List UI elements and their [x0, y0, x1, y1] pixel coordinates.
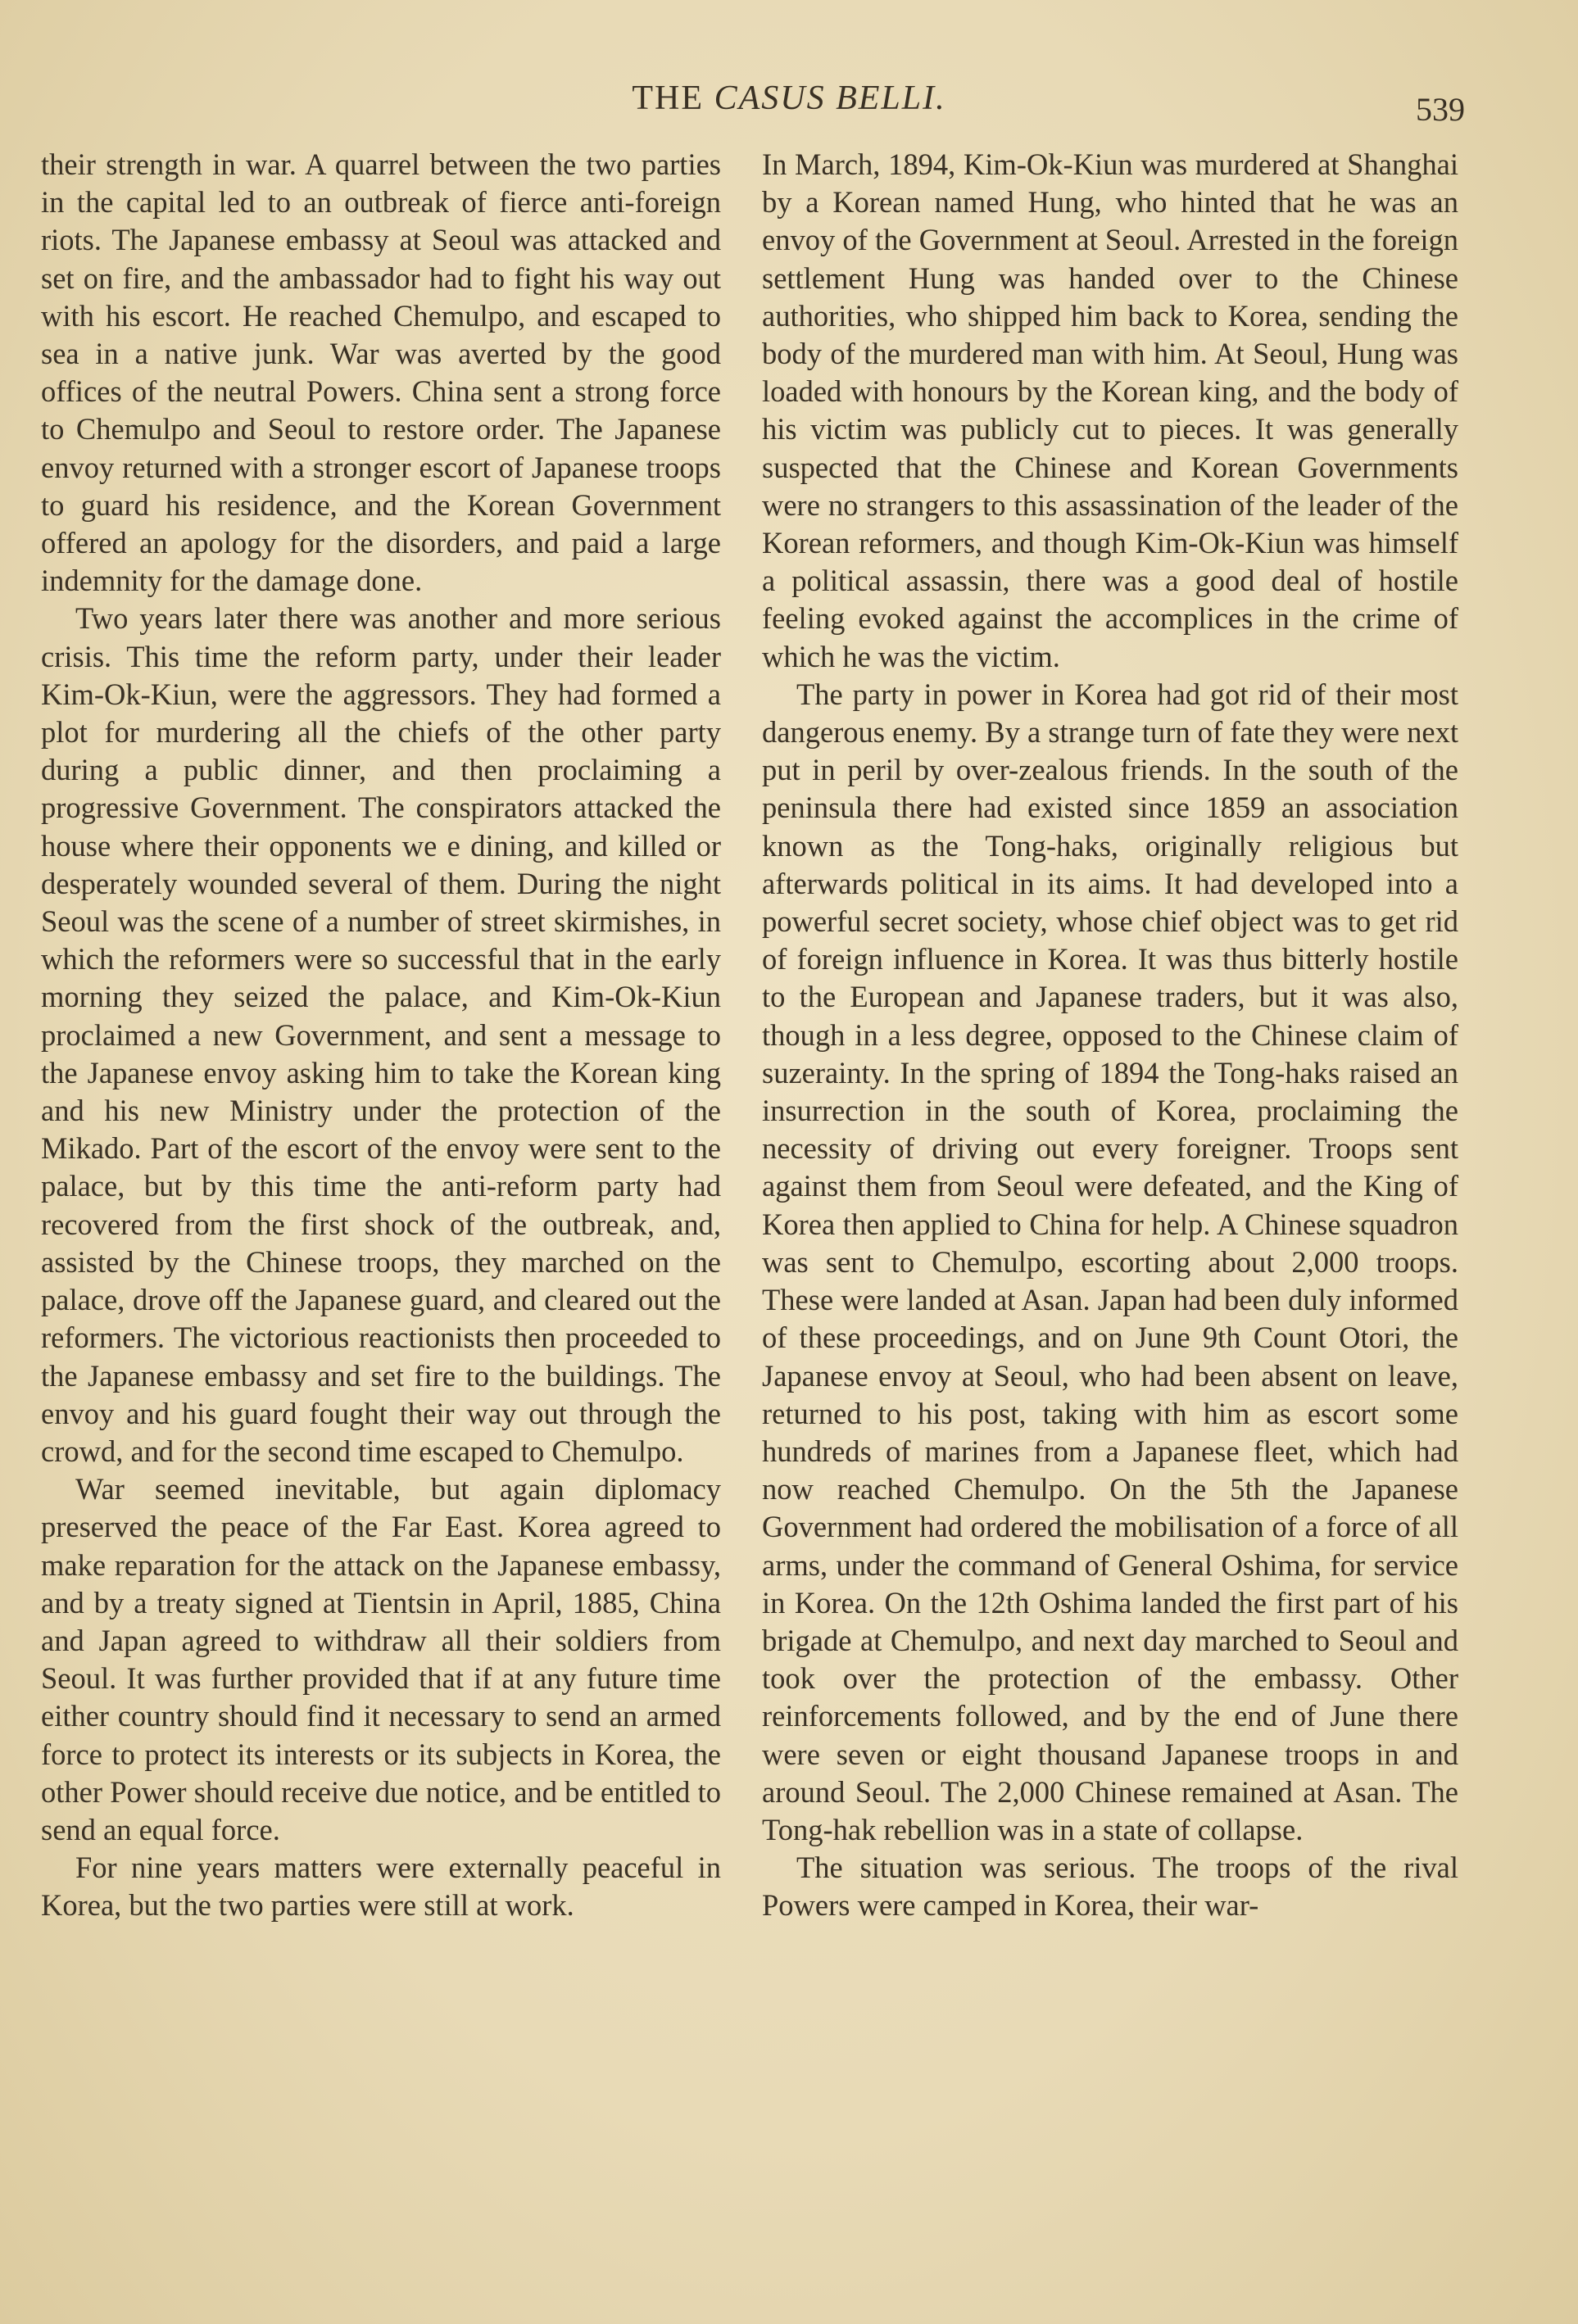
- paragraph: Two years later there was another and more serious crisis. This time the reform party, under their leader Kim-Ok-Kiun, were the aggressors. They had formed a plot for murdering all the chiefs of the other party during a public dinner, and then proclaiming a progressive Government. The conspirators attacked the house where their opponents we e dining, and killed or desperately wounded several of them. During the night Seoul was the scene of a number of street skirmishes, in which the reformers were so successful that in the early morning they seized the palace, and Kim-Ok-Kiun proclaimed a new Government, and sent a message to the Japanese envoy asking him to take the Korean king and his new Ministry under the protection of the Mikado. Part of the escort of the envoy were sent to the palace, but by this time the anti-reform party had recovered from the first shock of the outbreak, and, assisted by the Chinese troops, they marched on the palace, drove off the Japanese guard, and cleared out the reformers. The victorious reactionists then proceeded to the Japanese embassy and set fire to the buildings. The envoy and his guard fought their way out through the crowd, and for the second time escaped to Chemulpo.: [41, 601, 721, 1468]
- paragraph: War seemed inevitable, but again diplomacy preserved the peace of the Far East. Korea agreed to make reparation for the attack on the Japanese embassy, and by a treaty signed at Tientsin in April, 1885, China and Japan agreed to withdraw all their soldiers from Seoul. It was further provided that if at any future time either country should find it necessary to send an armed force to protect its interests or its subjects in Korea, the other Power should receive due notice, and be entitled to send an equal force.: [41, 1472, 721, 1846]
- page-number: 539: [1416, 91, 1465, 128]
- right-column: [762, 146, 1458, 1925]
- left-column: [41, 146, 721, 1925]
- paragraph: The situation was serious. The troops of the rival Powers were camped in Korea, their war-: [762, 1851, 1458, 1923]
- running-title: [0, 79, 1578, 118]
- running-head: [0, 79, 1578, 128]
- running-title-italic: CASUS BELLI.: [714, 79, 946, 117]
- paragraph: In March, 1894, Kim-Ok-Kiun was murdered at Shanghai by a Korean named Hung, who hinted that he was an envoy of the Government at Seoul. Arrested in the foreign settlement Hung was handed over to the Chinese authorities, who shipped him back to Korea, sending the body of the murdered man with him. At Seoul, Hung was loaded with honours by the Korean king, and the body of his victim was publicly cut to pieces. It was generally suspected that the Chinese and Korean Governments were no strangers to this assassination of the leader of the Korean reformers, and though Kim-Ok-Kiun was himself a political assassin, there was a good deal of hostile feeling evoked against the accomplices in the crime of which he was the victim.: [762, 147, 1458, 673]
- paragraph: The party in power in Korea had got rid of their most dangerous enemy. By a strange turn of fate they were next put in peril by over-zealous friends. In the south of the peninsula there had existed since 1859 an association known as the Tong-haks, originally religious but afterwards political in its aims. It had developed into a powerful secret society, whose chief object was to get rid of foreign influence in Korea. It was thus bitterly hostile to the European and Japanese traders, but it was also, though in a less degree, opposed to the Chinese claim of suzerainty. In the spring of 1894 the Tong-haks raised an insurrection in the south of Korea, proclaiming the necessity of driving out every foreigner. Troops sent against them from Seoul were defeated, and the King of Korea then applied to China for help. A Chinese squadron was sent to Chemulpo, escorting about 2,000 troops. These were landed at Asan. Japan had been duly informed of these proceedings, and on June 9th Count Otori, the Japanese envoy at Seoul, who had been absent on leave, returned to his post, taking with him as escort some hundreds of marines from a Japanese fleet, which had now reached Chemulpo. On the 5th the Japanese Government had ordered the mobilisation of a force of all arms, under the command of General Oshima, for service in Korea. On the 12th Oshima landed the first part of his brigade at Chemulpo, and next day marched to Seoul and took over the protection of the embassy. Other reinforcements followed, and by the end of June there were seven or eight thousand Japanese troops in and around Seoul. The 2,000 Chinese remained at Asan. The Tong-hak rebellion was in a state of collapse.: [762, 677, 1458, 1846]
- paragraph: For nine years matters were externally peaceful in Korea, but the two parties were still at work.: [41, 1851, 721, 1923]
- running-title-prefix: THE: [632, 79, 705, 117]
- paragraph: their strength in war. A quarrel between the two parties in the capital led to an outbreak of fierce anti-foreign riots. The Japanese embassy at Seoul was attacked and set on fire, and the ambassador had to fight his way out with his escort. He reached Chemulpo, and escaped to sea in a native junk. War was averted by the good offices of the neutral Powers. China sent a strong force to Chemulpo and Seoul to restore order. The Japanese envoy returned with a stronger escort of Japanese troops to guard his residence, and the Korean Government offered an apology for the disorders, and paid a large indemnity for the damage done.: [41, 147, 721, 598]
